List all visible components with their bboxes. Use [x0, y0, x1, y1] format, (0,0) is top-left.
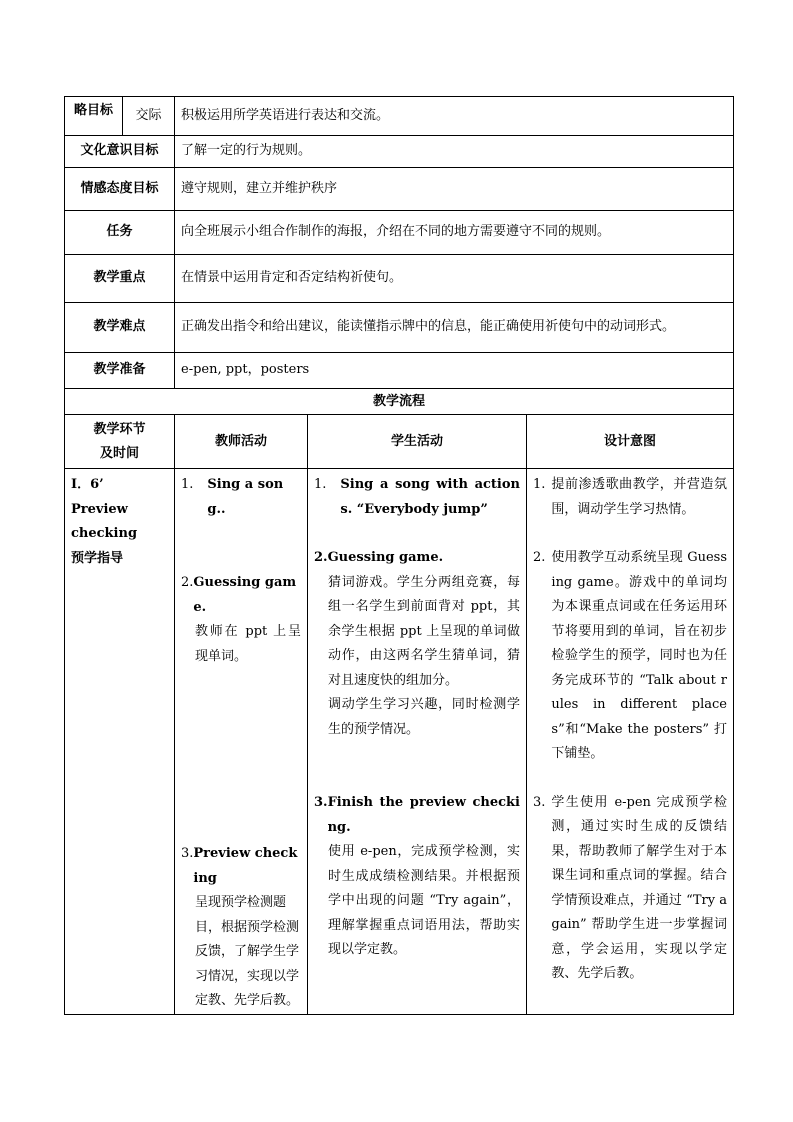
- design-item-2-body: 使用教学互动系统呈现 Guessing game。游戏中的单词均为本课重点词或在任务运用环节将要用到的单词，旨在初步检验学生的预学，同时也为任务完成环节的 “Talk about rules in different places”和“Make the posters” 打下铺垫。: [551, 550, 727, 761]
- design-item-1-body: 提前渗透歌曲教学，并营造氛围，调动学生学习热情。: [551, 477, 727, 517]
- task-label: 任务: [65, 211, 175, 255]
- stage-line2: Preview: [71, 501, 128, 517]
- design-item-1: [533, 473, 727, 522]
- teacher-item-2-title: Guessing game.: [193, 575, 297, 615]
- difficulty-content: 正确发出指令和给出建议，能读懂指示牌中的信息，能正确使用祈使句中的动词形式。: [175, 303, 734, 353]
- culture-row: [65, 136, 734, 168]
- student-item-1-title: Sing a song with actions. “Everybody jump”: [340, 477, 520, 517]
- lesson-plan-table: [64, 96, 734, 1015]
- difficulty-label: 教学难点: [65, 303, 175, 353]
- student-item-1-num: 1.: [314, 477, 327, 492]
- flow-header-row: [65, 415, 734, 469]
- stage-header-line1: 教学环节: [93, 421, 146, 437]
- teacher-item-3-num: 3.: [181, 846, 194, 861]
- key-point-row: [65, 255, 734, 303]
- student-cell: [308, 469, 527, 1015]
- stage-line4: 预学指导: [71, 550, 124, 566]
- design-item-3-num: 3.: [533, 794, 546, 810]
- stage-header-line2: 及时间: [99, 445, 139, 461]
- student-item-2-num: 2.: [314, 550, 328, 565]
- task-row: [65, 211, 734, 255]
- teacher-item-2-num: 2.: [181, 575, 194, 590]
- student-item-2-body2: 调动学生学习兴趣，同时检测学生的预学情况。: [328, 697, 520, 737]
- design-header: 设计意图: [527, 415, 734, 469]
- teacher-header: 教师活动: [175, 415, 308, 469]
- teacher-item-3-title: Preview checking: [193, 846, 298, 886]
- stage-line3: checking: [71, 526, 138, 541]
- teacher-item-3-body: 呈现预学检测题目，根据预学检测反馈，了解学生学习情况，实现以学定教、先学后教。: [195, 895, 300, 1008]
- task-content: 向全班展示小组合作制作的海报，介绍在不同的地方需要遵守不同的规则。: [175, 211, 734, 255]
- teacher-item-1-title: Sing a song..: [207, 477, 284, 517]
- teacher-item-1: [181, 473, 301, 522]
- teacher-cell: [175, 469, 308, 1015]
- stage-line1: I．6’: [71, 477, 104, 492]
- prep-content: e-pen, ppt，posters: [175, 353, 734, 389]
- design-cell: [527, 469, 734, 1015]
- teacher-item-2: [181, 571, 301, 620]
- flow-title-row: [65, 389, 734, 415]
- emotion-row: [65, 168, 734, 211]
- student-item-1: [314, 473, 520, 522]
- emotion-content: 遵守规则，建立并维护秩序: [175, 168, 734, 211]
- objective-label: 略目标: [65, 97, 123, 136]
- emotion-label: 情感态度目标: [65, 168, 175, 211]
- objective-content: 积极运用所学英语进行表达和交流。: [175, 97, 734, 136]
- design-item-2: [533, 546, 727, 767]
- culture-content: 了解一定的行为规则。: [175, 136, 734, 168]
- flow-content-row: [65, 469, 734, 1015]
- design-item-3: [533, 791, 727, 987]
- objective-sublabel: 交际: [123, 97, 175, 136]
- teacher-item-2-body: 教师在 ppt 上呈现单词。: [195, 624, 301, 664]
- flow-title: 教学流程: [65, 389, 734, 415]
- lesson-plan-sheet: [64, 96, 733, 1015]
- difficulty-row: [65, 303, 734, 353]
- student-header: 学生活动: [308, 415, 527, 469]
- student-item-2-body: 猜词游戏。学生分两组竞赛，每组一名学生到前面背对 ppt，其余学生根据 ppt 上呈现的单词做动作，由这两名学生猜单词，猜对且速度快的组加分。: [328, 574, 520, 688]
- objective-row: [65, 97, 734, 136]
- key-point-label: 教学重点: [65, 255, 175, 303]
- student-item-3-num: 3.: [314, 795, 328, 810]
- student-item-3-title: Finish the preview checking.: [327, 795, 520, 835]
- prep-label: 教学准备: [65, 353, 175, 389]
- stage-header: [65, 415, 175, 469]
- design-item-2-num: 2.: [533, 550, 546, 565]
- student-item-2-title: Guessing game.: [327, 550, 444, 565]
- design-item-3-body: 学生使用 e-pen 完成预学检测，通过实时生成的反馈结果，帮助教师了解学生对于本课生词和重点词的掌握。结合学情预设难点，并通过 “Try again” 帮助学生进一步掌握词意，学会运用，实现以学定教、先学后教。: [551, 794, 727, 981]
- design-item-1-num: 1.: [533, 477, 546, 492]
- student-item-3: [314, 791, 520, 840]
- prep-row: [65, 353, 734, 389]
- teacher-item-3: [181, 842, 301, 891]
- stage-cell: [65, 469, 175, 1015]
- teacher-item-1-num: 1.: [181, 477, 194, 492]
- student-item-2: [314, 546, 520, 571]
- culture-label: 文化意识目标: [65, 136, 175, 168]
- key-point-content: 在情景中运用肯定和否定结构祈使句。: [175, 255, 734, 303]
- student-item-3-body: 使用 e-pen，完成预学检测，实时生成成绩检测结果。并根据预学中出现的问题 “Try again”，理解掌握重点词语用法，帮助实现以学定教。: [328, 844, 520, 957]
